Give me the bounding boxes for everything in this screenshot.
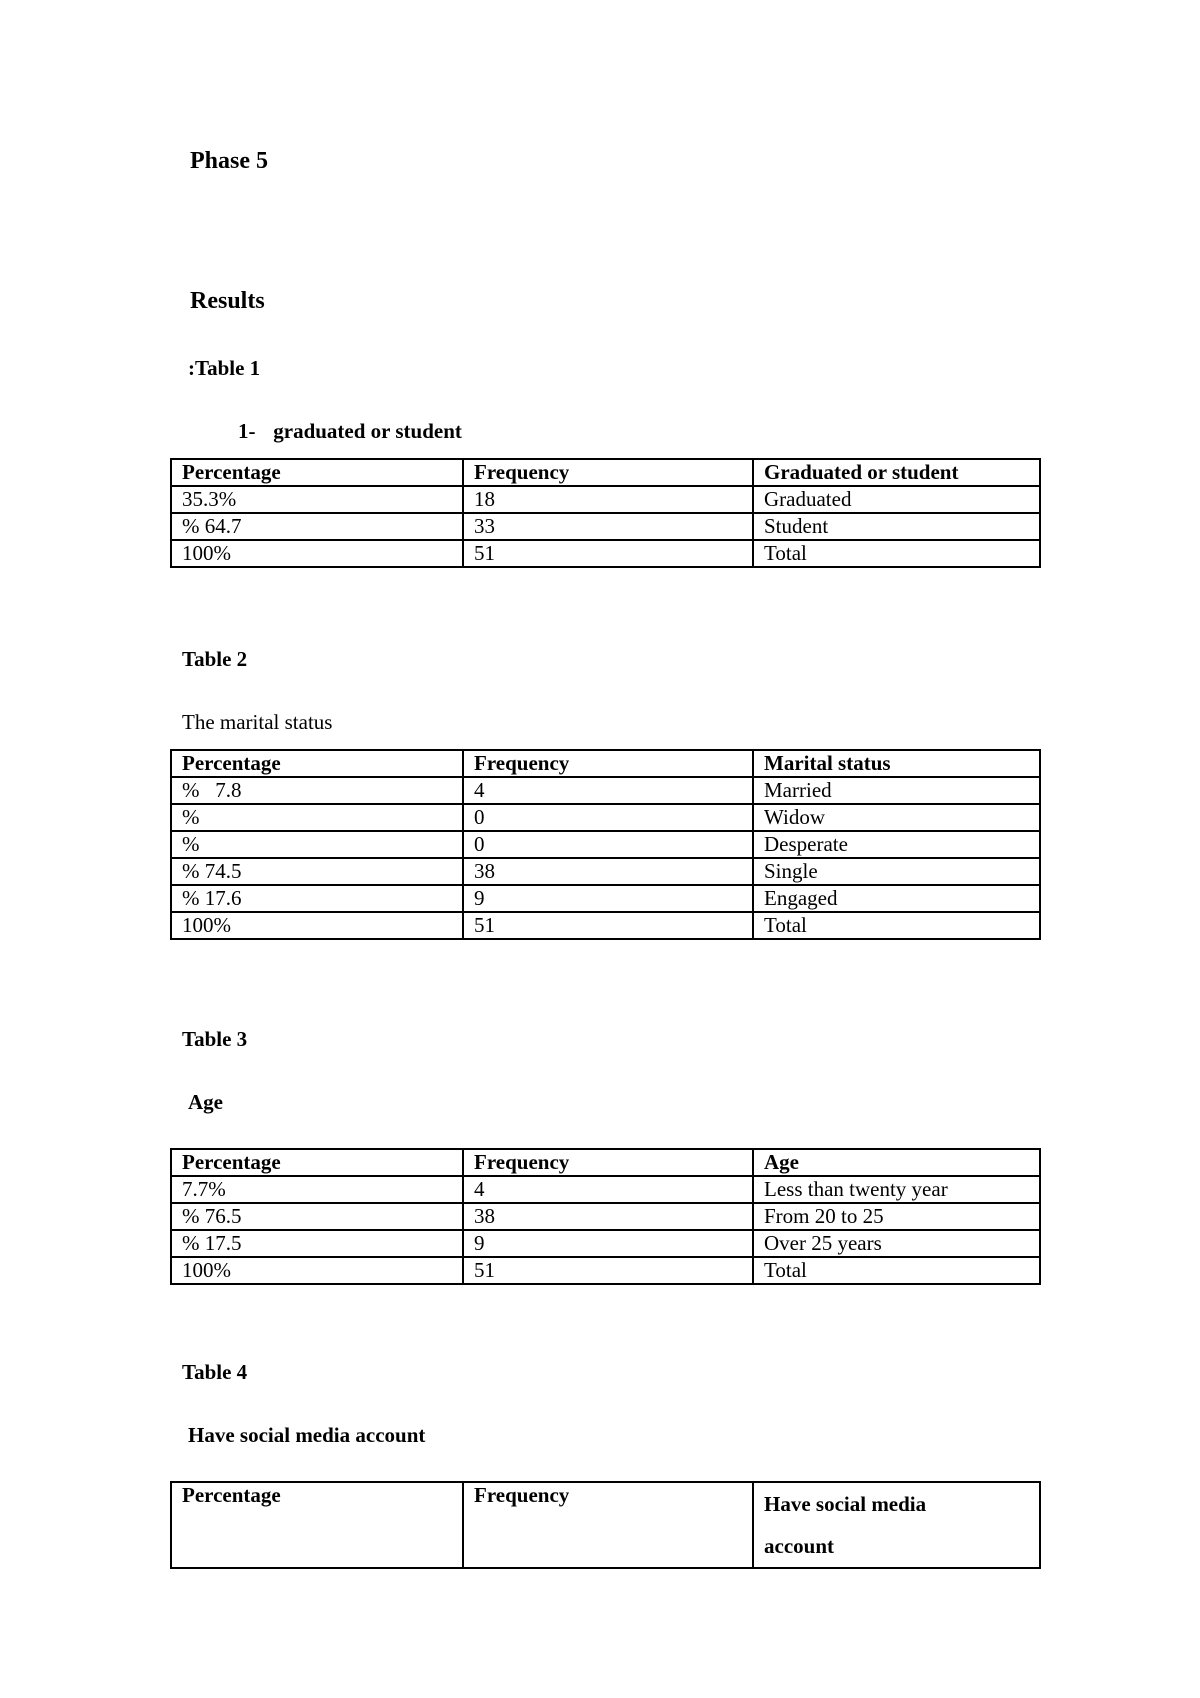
table3-label: Table 3 [182,1027,248,1051]
cell-percentage: 100% [171,540,463,567]
table-row [171,777,1040,804]
cell-percentage: 100% [171,912,463,939]
table-row [171,858,1040,885]
table-header-row [171,459,1040,486]
cell-frequency: 0 [463,804,753,831]
cell-percentage: 100% [171,1257,463,1284]
table1-caption [238,419,462,444]
table4-caption: Have social media account [188,1423,426,1447]
cell-frequency: 51 [463,540,753,567]
table1-label: :Table 1 [188,356,261,380]
cell-percentage: % [171,831,463,858]
results-heading: Results [190,288,265,314]
cell-category: Student [753,513,1040,540]
header-cell-percentage: Percentage [171,750,463,777]
cell-frequency: 38 [463,1203,753,1230]
table-row [171,1176,1040,1203]
cell-percentage: % 17.5 [171,1230,463,1257]
cell-percentage: 35.3% [171,486,463,513]
cell-frequency: 0 [463,831,753,858]
table4 [170,1481,1041,1569]
table-row [171,513,1040,540]
cell-percentage: % 74.5 [171,858,463,885]
table-row [171,1230,1040,1257]
header-cell-percentage: Percentage [171,1149,463,1176]
table3 [170,1148,1041,1285]
table-row [171,1257,1040,1284]
header-cell-percentage: Percentage [171,1482,463,1568]
header-cell-category: Have social media account [753,1482,1040,1568]
cell-frequency: 9 [463,1230,753,1257]
cell-percentage: % 17.6 [171,885,463,912]
table-row [171,540,1040,567]
cell-frequency: 33 [463,513,753,540]
cell-percentage: 7.7% [171,1176,463,1203]
cell-frequency: 18 [463,486,753,513]
cell-percentage: % 76.5 [171,1203,463,1230]
cell-category: Desperate [753,831,1040,858]
cell-frequency: 4 [463,1176,753,1203]
table-header-row [171,750,1040,777]
cell-frequency: 51 [463,1257,753,1284]
cell-category: Total [753,540,1040,567]
cell-percentage: % 64.7 [171,513,463,540]
table-row [171,885,1040,912]
table-header-row [171,1149,1040,1176]
table4-label: Table 4 [182,1360,248,1384]
table-row [171,486,1040,513]
header-cell-frequency: Frequency [463,1482,753,1568]
cell-category: Less than twenty year [753,1176,1040,1203]
table-row [171,831,1040,858]
header-cell-category: Age [753,1149,1040,1176]
table1-caption-number: 1- [238,419,256,443]
cell-frequency: 9 [463,885,753,912]
table-row [171,912,1040,939]
table-row [171,804,1040,831]
cell-category: Engaged [753,885,1040,912]
table-header-row [171,1482,1040,1568]
header-cell-frequency: Frequency [463,459,753,486]
cell-frequency: 4 [463,777,753,804]
cell-category: From 20 to 25 [753,1203,1040,1230]
table1-caption-text: graduated or student [273,419,462,443]
cell-frequency: 51 [463,912,753,939]
table2-label: Table 2 [182,647,248,671]
cell-category: Graduated [753,486,1040,513]
header-cell-frequency: Frequency [463,750,753,777]
cell-category: Married [753,777,1040,804]
table-row [171,1203,1040,1230]
table2-caption: The marital status [182,710,333,734]
cell-category: Single [753,858,1040,885]
cell-percentage: % 7.8 [171,777,463,804]
header-cell-percentage: Percentage [171,459,463,486]
cell-percentage: % [171,804,463,831]
table2 [170,749,1041,940]
table1 [170,458,1041,568]
header-cell-frequency: Frequency [463,1149,753,1176]
table3-caption: Age [188,1090,223,1114]
cell-category: Total [753,1257,1040,1284]
cell-category: Widow [753,804,1040,831]
cell-frequency: 38 [463,858,753,885]
cell-category: Over 25 years [753,1230,1040,1257]
header-cell-category: Marital status [753,750,1040,777]
header-cell-category: Graduated or student [753,459,1040,486]
phase-heading: Phase 5 [190,148,268,174]
cell-category: Total [753,912,1040,939]
